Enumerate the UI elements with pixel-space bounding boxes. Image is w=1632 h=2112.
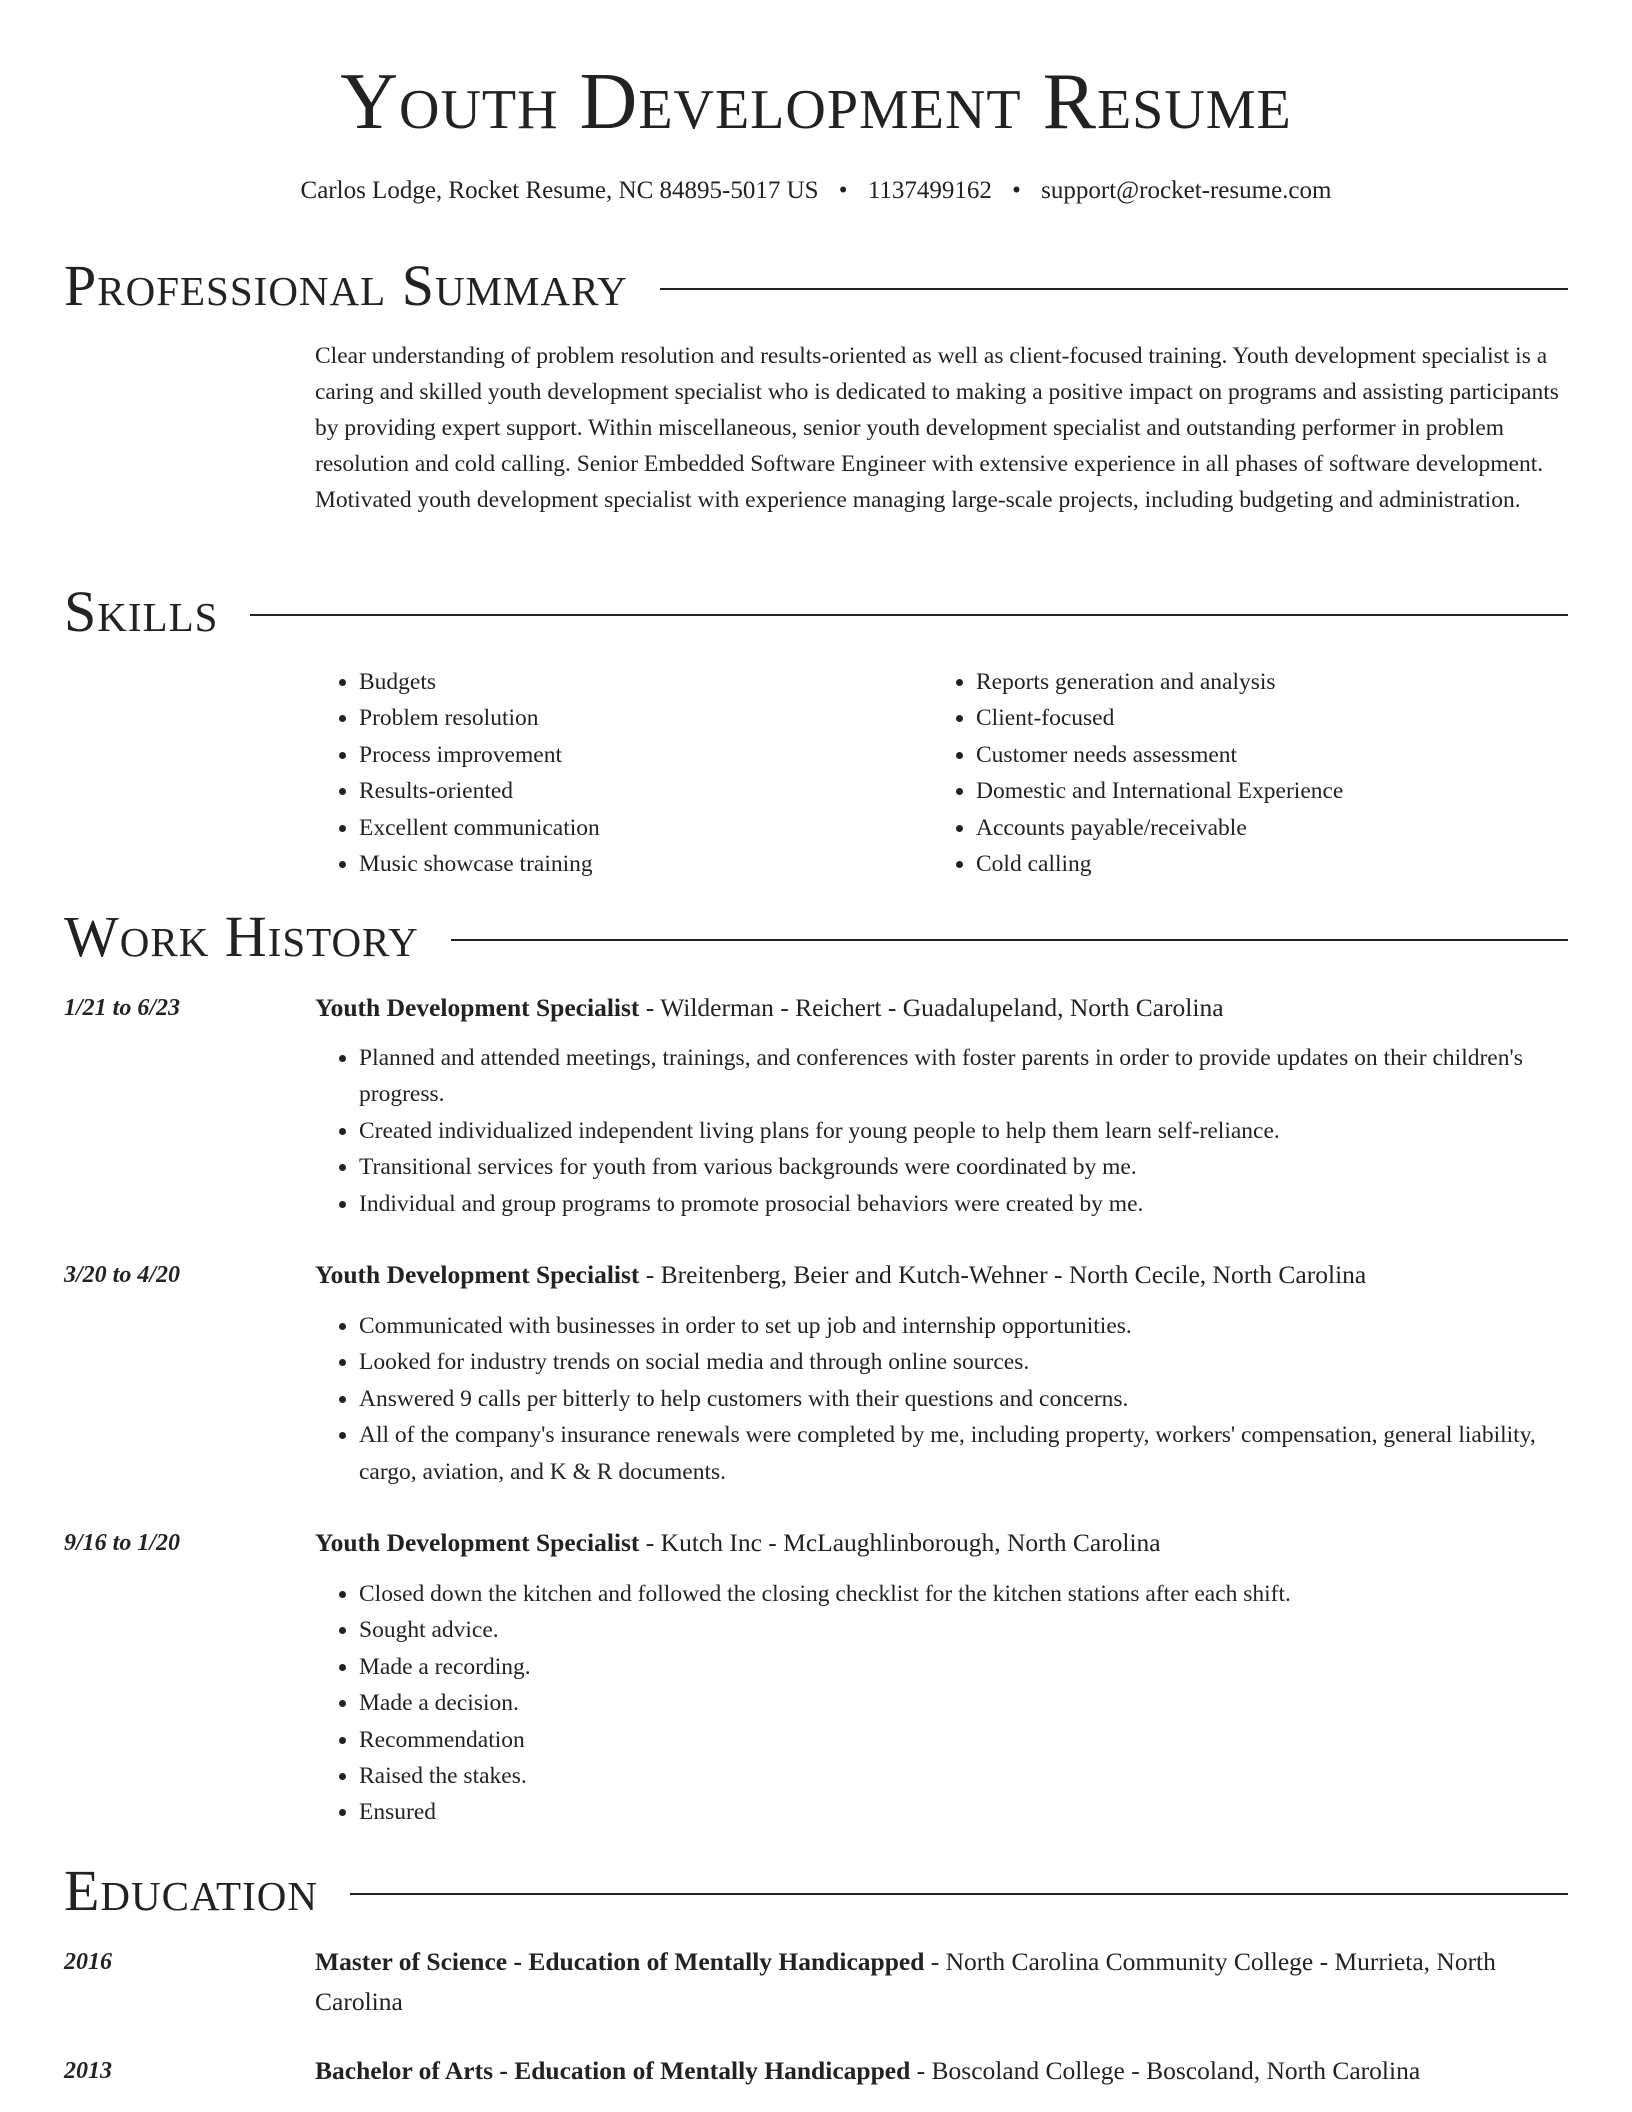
- skill-item: • Excellent communication: [359, 810, 932, 846]
- job-bullet: • Looked for industry trends on social media and through online sources.: [359, 1344, 1568, 1380]
- skill-item: • Reports generation and analysis: [976, 664, 1549, 700]
- job-bullet: • All of the company's insurance renewals were completed by me, including property, workers' compensation, general liability, cargo, aviation, and K & R documents.: [359, 1417, 1568, 1490]
- summary-section-title: Professional Summary: [64, 253, 628, 318]
- job-bullet: • Transitional services for youth from various backgrounds were coordinated by me.: [359, 1149, 1568, 1185]
- section-divider: [250, 614, 1568, 616]
- education-entry: [315, 1942, 1568, 2022]
- contact-phone: 1137499162: [867, 177, 992, 204]
- job-title: Youth Development Specialist: [315, 1528, 640, 1557]
- education-degree: Master of Science - Education of Mentally Handicapped: [315, 1947, 925, 1976]
- section-divider: [451, 939, 1568, 941]
- job-heading: [315, 988, 1568, 1028]
- contact-separator: •: [838, 177, 848, 204]
- contact-address: Carlos Lodge, Rocket Resume, NC 84895-5017 US: [300, 177, 819, 204]
- job-bullet: • Closed down the kitchen and followed the closing checklist for the kitchen stations after each shift.: [359, 1576, 1568, 1612]
- job-heading: [315, 1523, 1568, 1563]
- job-bullets: [315, 1576, 1568, 1831]
- job-bullet: • Created individualized independent living plans for young people to help them learn self-reliance.: [359, 1113, 1568, 1149]
- skill-item: • Client-focused: [976, 700, 1549, 736]
- job-bullet: • Raised the stakes.: [359, 1758, 1568, 1794]
- job-employer: - Breitenberg, Beier and Kutch-Wehner - North Cecile, North Carolina: [639, 1260, 1367, 1289]
- education-school: - North Carolina Community College - Murrieta, North Carolina: [315, 1947, 1496, 2016]
- skill-item: • Problem resolution: [359, 700, 932, 736]
- job-bullet: • Individual and group programs to promote prosocial behaviors were created by me.: [359, 1186, 1568, 1222]
- education-section-title: Education: [64, 1858, 318, 1923]
- skill-item: • Music showcase training: [359, 846, 932, 882]
- job-bullet: • Sought advice.: [359, 1612, 1568, 1648]
- job-heading: [315, 1255, 1568, 1295]
- section-divider: [350, 1893, 1568, 1895]
- job-title: Youth Development Specialist: [315, 1260, 640, 1289]
- contact-separator: •: [1012, 177, 1021, 204]
- skills-section-header: [64, 580, 1568, 644]
- summary-text: Clear understanding of problem resolution and results-oriented as well as client-focused training. Youth development specialist is a caring and skilled youth development specialist who is dedicated to making a positive impact on programs and assisting participants by providing expert support. Within miscellaneous, senior youth development specialist and outstanding performer in problem resolution and cold calling. Senior Embedded Software Engineer with extensive experience in all phases of software development. Motivated youth development specialist with experience managing large-scale projects, including budgeting and administration.: [315, 343, 1559, 513]
- job-bullets: [315, 1308, 1568, 1490]
- job-bullet: • Ensured: [359, 1794, 1568, 1830]
- contact-email: support@rocket-resume.com: [1041, 177, 1332, 204]
- skill-item: • Budgets: [359, 664, 932, 700]
- skill-item: • Process improvement: [359, 737, 932, 773]
- job-title: Youth Development Specialist: [315, 993, 640, 1022]
- education-entry: [315, 2051, 1568, 2091]
- education-school: - Boscoland College - Boscoland, North Carolina: [910, 2056, 1421, 2085]
- document-title: Youth Development Resume: [340, 58, 1292, 146]
- education-degree: Bachelor of Arts - Education of Mentally Handicapped: [315, 2056, 911, 2085]
- skills-column-left: [315, 664, 932, 882]
- education-date: 2013: [64, 2058, 112, 2084]
- skill-item: • Domestic and International Experience: [976, 773, 1549, 809]
- work-section-header: [64, 905, 1568, 969]
- job-date: 3/20 to 4/20: [64, 1262, 181, 1288]
- section-divider: [660, 288, 1568, 290]
- job-bullet: • Answered 9 calls per bitterly to help customers with their questions and concerns.: [359, 1381, 1568, 1417]
- skill-item: • Cold calling: [976, 846, 1549, 882]
- job-date: 9/16 to 1/20: [64, 1530, 181, 1556]
- skill-item: • Results-oriented: [359, 773, 932, 809]
- job-bullet: • Recommendation: [359, 1722, 1568, 1758]
- skills-list: [315, 664, 1568, 882]
- summary-section-header: [64, 254, 1568, 318]
- job-employer: - Kutch Inc - McLaughlinborough, North Carolina: [639, 1528, 1161, 1557]
- skills-column-right: [932, 664, 1549, 882]
- work-section-title: Work History: [64, 904, 419, 969]
- job-employer: - Wilderman - Reichert - Guadalupeland, North Carolina: [639, 993, 1224, 1022]
- job-bullet: • Made a decision.: [359, 1685, 1568, 1721]
- education-section-header: [64, 1859, 1568, 1923]
- skill-item: • Accounts payable/receivable: [976, 810, 1549, 846]
- job-bullet: • Communicated with businesses in order to set up job and internship opportunities.: [359, 1308, 1568, 1344]
- job-bullet: • Planned and attended meetings, trainings, and conferences with foster parents in order to provide updates on their children's progress.: [359, 1040, 1568, 1113]
- skill-item: • Customer needs assessment: [976, 737, 1549, 773]
- skills-section-title: Skills: [64, 579, 219, 644]
- education-date: 2016: [64, 1949, 112, 1975]
- job-bullets: [315, 1040, 1568, 1222]
- job-bullet: • Made a recording.: [359, 1649, 1568, 1685]
- contact-line: [0, 175, 1632, 207]
- job-date: 1/21 to 6/23: [64, 995, 181, 1021]
